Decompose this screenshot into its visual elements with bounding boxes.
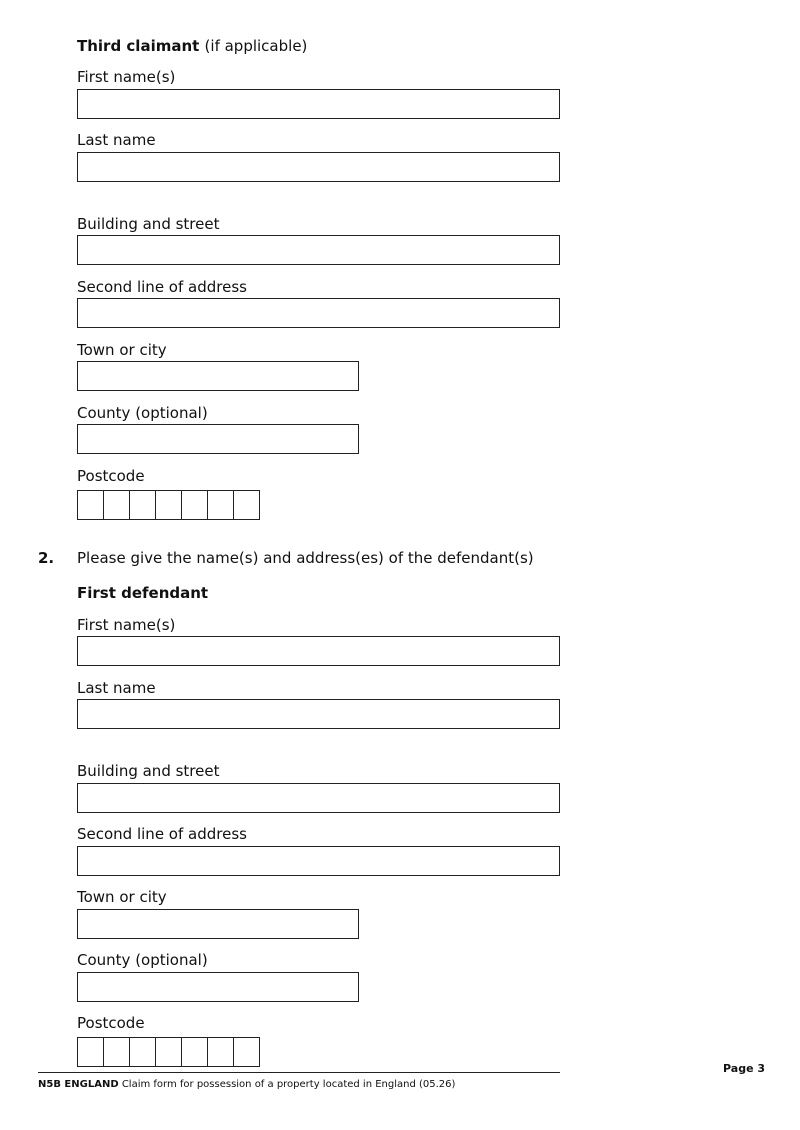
postcode-cell[interactable]	[233, 490, 260, 520]
postcode-cell[interactable]	[181, 1037, 208, 1067]
first-defendant-building-field[interactable]	[77, 783, 560, 813]
third-claimant-county-field[interactable]	[77, 424, 359, 454]
postcode-cell[interactable]	[155, 1037, 182, 1067]
first-defendant-building-label: Building and street	[77, 762, 220, 780]
third-claimant-last-name-label: Last name	[77, 131, 156, 149]
third-claimant-heading-note: (if applicable)	[204, 37, 308, 55]
postcode-cell[interactable]	[155, 490, 182, 520]
question-2-number: 2.	[38, 549, 55, 567]
third-claimant-second-line-field[interactable]	[77, 298, 560, 328]
question-2-text: Please give the name(s) and address(es) of the defendant(s)	[77, 549, 534, 567]
first-defendant-second-line-label: Second line of address	[77, 825, 247, 843]
first-defendant-first-name-label: First name(s)	[77, 616, 176, 634]
first-defendant-heading: First defendant	[77, 584, 209, 602]
third-claimant-building-label: Building and street	[77, 215, 220, 233]
postcode-cell[interactable]	[129, 1037, 156, 1067]
footer-form-code: N5B ENGLAND	[38, 1079, 119, 1090]
first-defendant-town-label: Town or city	[77, 888, 167, 906]
postcode-cell[interactable]	[77, 490, 104, 520]
third-claimant-county-label: County (optional)	[77, 404, 208, 422]
third-claimant-town-field[interactable]	[77, 361, 359, 391]
first-defendant-county-label: County (optional)	[77, 951, 208, 969]
third-claimant-building-field[interactable]	[77, 235, 560, 265]
third-claimant-last-name-field[interactable]	[77, 152, 560, 182]
first-defendant-postcode-label: Postcode	[77, 1014, 145, 1032]
postcode-cell[interactable]	[207, 490, 234, 520]
third-claimant-first-name-label: First name(s)	[77, 68, 176, 86]
postcode-cell[interactable]	[103, 490, 130, 520]
postcode-cell[interactable]	[181, 490, 208, 520]
page-number: Page 3	[723, 1062, 766, 1075]
third-claimant-first-name-field[interactable]	[77, 89, 560, 119]
postcode-cell[interactable]	[233, 1037, 260, 1067]
first-defendant-last-name-field[interactable]	[77, 699, 560, 729]
first-defendant-postcode-field	[77, 1037, 259, 1067]
first-defendant-last-name-label: Last name	[77, 679, 156, 697]
first-defendant-county-field[interactable]	[77, 972, 359, 1002]
third-claimant-town-label: Town or city	[77, 341, 167, 359]
postcode-cell[interactable]	[207, 1037, 234, 1067]
footer-form-title: Claim form for possession of a property located in England (05.26)	[121, 1079, 456, 1090]
footer-form-info	[38, 1078, 455, 1091]
postcode-cell[interactable]	[129, 490, 156, 520]
third-claimant-heading-text: Third claimant	[77, 37, 200, 55]
third-claimant-second-line-label: Second line of address	[77, 278, 247, 296]
first-defendant-second-line-field[interactable]	[77, 846, 560, 876]
first-defendant-town-field[interactable]	[77, 909, 359, 939]
postcode-cell[interactable]	[77, 1037, 104, 1067]
first-defendant-first-name-field[interactable]	[77, 636, 560, 666]
third-claimant-postcode-field	[77, 490, 259, 520]
postcode-cell[interactable]	[103, 1037, 130, 1067]
third-claimant-postcode-label: Postcode	[77, 467, 145, 485]
footer-divider	[38, 1072, 560, 1073]
third-claimant-heading	[77, 37, 307, 55]
